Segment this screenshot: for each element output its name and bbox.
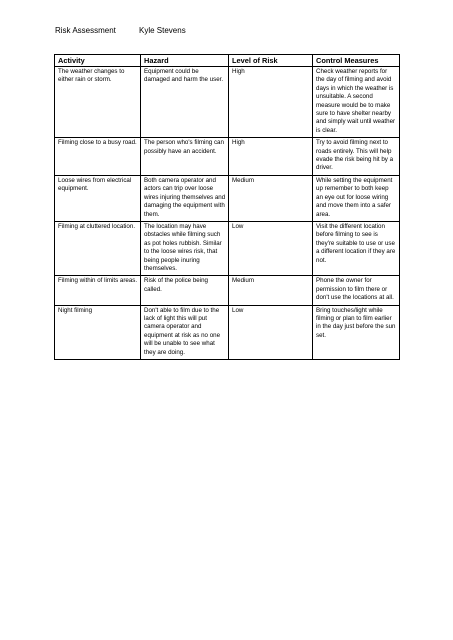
risk-level-cell: High	[229, 138, 313, 176]
risk-level-cell: Low	[229, 221, 313, 275]
table-row	[55, 67, 400, 138]
activity-cell: Loose wires from electrical equipment.	[55, 175, 141, 221]
column-header-hazard: Hazard	[141, 55, 229, 67]
author-name: Kyle Stevens	[139, 26, 186, 35]
activity-cell: Filming close to a busy road.	[55, 138, 141, 176]
risk-assessment-table	[54, 54, 400, 360]
control-measures-cell: Phone the owner for permission to film there or don't use the locations at all.	[313, 276, 400, 305]
document-title: Risk Assessment	[55, 26, 116, 35]
activity-cell: The weather changes to either rain or storm.	[55, 67, 141, 138]
hazard-cell: Risk of the police being called.	[141, 276, 229, 305]
risk-level-cell: High	[229, 67, 313, 138]
control-measures-cell: Bring touches/light while filming or plan to film earlier in the day just before the sun set.	[313, 305, 400, 359]
page-header	[55, 26, 186, 35]
risk-level-cell: Medium	[229, 276, 313, 305]
hazard-cell: Equipment could be damaged and harm the user.	[141, 67, 229, 138]
activity-cell: Night filming	[55, 305, 141, 359]
hazard-cell: Don't able to film due to the lack of light this will put camera operator and equipment at risk as no one will be unable to see what they are doing.	[141, 305, 229, 359]
table-row	[55, 305, 400, 359]
column-header-control-measures: Control Measures	[313, 55, 400, 67]
control-measures-cell: Try to avoid filming next to roads entirely. This will help evade the risk being hit by a driver.	[313, 138, 400, 176]
risk-level-cell: Low	[229, 305, 313, 359]
table-header-row	[55, 55, 400, 67]
table-row	[55, 175, 400, 221]
table-row	[55, 138, 400, 176]
control-measures-cell: While setting the equipment up remember to both keep an eye out for loose wiring and move them into a safer area.	[313, 175, 400, 221]
table-row	[55, 276, 400, 305]
activity-cell: Filming at cluttered location.	[55, 221, 141, 275]
activity-cell: Filming within of limits areas.	[55, 276, 141, 305]
table-row	[55, 221, 400, 275]
hazard-cell: Both camera operator and actors can trip over loose wires injuring themselves and damaging the equipment with them.	[141, 175, 229, 221]
hazard-cell: The location may have obstacles while filming such as pot holes rubbish. Similar to the loose wires risk, that being people inuring themselves.	[141, 221, 229, 275]
hazard-cell: The person who's filming can possibly have an accident.	[141, 138, 229, 176]
control-measures-cell: Visit the different location before filming to see is they're suitable to use or use a different location if they are not.	[313, 221, 400, 275]
control-measures-cell: Check weather reports for the day of filming and avoid days in which the weather is unsuitable. A second measure would be to make sure to have shelter nearby and simply wait until weather is clear.	[313, 67, 400, 138]
column-header-activity: Activity	[55, 55, 141, 67]
column-header-level-of-risk: Level of Risk	[229, 55, 313, 67]
risk-level-cell: Medium	[229, 175, 313, 221]
